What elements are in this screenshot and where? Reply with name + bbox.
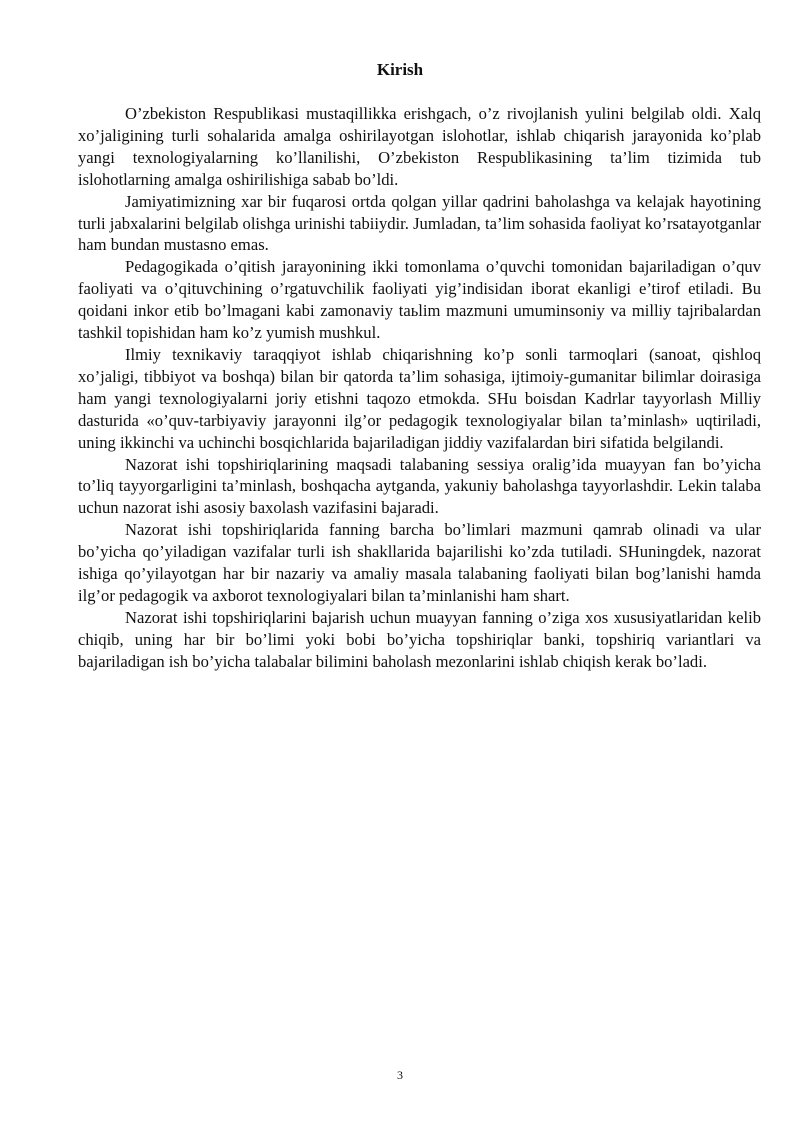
- paragraph: Pedagogikada o’qitish jarayonining ikki tomonlama o’quvchi tomonidan bajariladigan o’quv faoliyati va o’qituvchining o’rgatuvchilik faoliyati yig’indisidan iborat ekanligi e’tirof etiladi. Bu qoidani inkor etib bo’lmagani kabi zamonaviy taьlim mazmuni umuminsoniy va milliy tajribalardan tashkil topishidan ham ko’z yumish mushkul.: [78, 257, 761, 343]
- paragraph: Nazorat ishi topshiriqlarining maqsadi talabaning sessiya oralig’ida muayyan fan bo’yicha to’liq tayyorgarligini ta’minlash, boshqacha aytganda, yakuniy baholashga tayyorlashdir. Lekin talaba uchun nazorat ishi asosiy baxolash vazifasini bajaradi.: [78, 454, 761, 518]
- page-number: 3: [397, 1068, 403, 1082]
- paragraph: Nazorat ishi topshiriqlarini bajarish uchun muayyan fanning o’ziga xos xususiyatlaridan kelib chiqib, uning har bir bo’limi yoki bobi bo’yicha topshiriqlar banki, topshiriq variantlari va bajariladigan ish bo’yicha talabalar bilimini baholash mezonlarini ishlab chiqish kerak bo’ladi.: [78, 607, 761, 671]
- paragraph: O’zbekiston Respublikasi mustaqillikka erishgach, o’z rivojlanish yulini belgilab oldi. Xalq xo’jaligining turli sohalarida amalga oshirilayotgan islohotlar, ishlab chiqarish jarayonida ko’plab yangi texnologiyalarning ko’llanilishi, O’zbekiston Respublikasining ta’lim tizimida tub islohotlarning amalga oshirilishiga sabab bo’ldi.: [78, 104, 761, 189]
- paragraph: Jamiyatimizning xar bir fuqarosi ortda qolgan yillar qadrini baholashga va kelajak hayotining turli jabxalarini belgilab olishga urinishi tabiiydir. Jumladan, ta’lim sohasida faoliyat ko’rsatayotganlar ham bundan mustasno emas.: [78, 191, 761, 255]
- paragraph: Nazorat ishi topshiriqlarida fanning barcha bo’limlari mazmuni qamrab olinadi va ular bo’yicha qo’yiladigan vazifalar turli ish shakllarida bajarilishi ko’zda tutiladi. SHuningdek, nazorat ishiga qo’yilayotgan har bir nazariy va amaliy masala talabaning faoliyati bilan bog’lanishi hamda ilg’or pedagogik va axborot texnologiyalari bilan ta’minlanishi ham shart.: [78, 520, 761, 605]
- body-text: [78, 103, 761, 673]
- page-title: Kirish: [376, 60, 424, 79]
- paragraph: Ilmiy texnikaviy taraqqiyot ishlab chiqarishning ko’p sonli tarmoqlari (sanoat, qishloq xo’jaligi, tibbiyot va boshqa) bilan bir qatorda ta’lim sohasiga, ijtimoiy-gumanitar bilimlar doirasiga ham yangi texnologiyalarni joriy etishni taqozo etmokda. SHu boisdan Kadrlar tayyorlash Milliy dasturida «o’quv-tarbiyaviy jarayonni ilg’or pedagogik texnologiyalar bilan ta’minlash» uqtiriladi, uning ikkinchi va uchinchi bosqichlarida bajariladigan jiddiy vazifalardan biri sifatida belgilandi.: [78, 344, 761, 452]
